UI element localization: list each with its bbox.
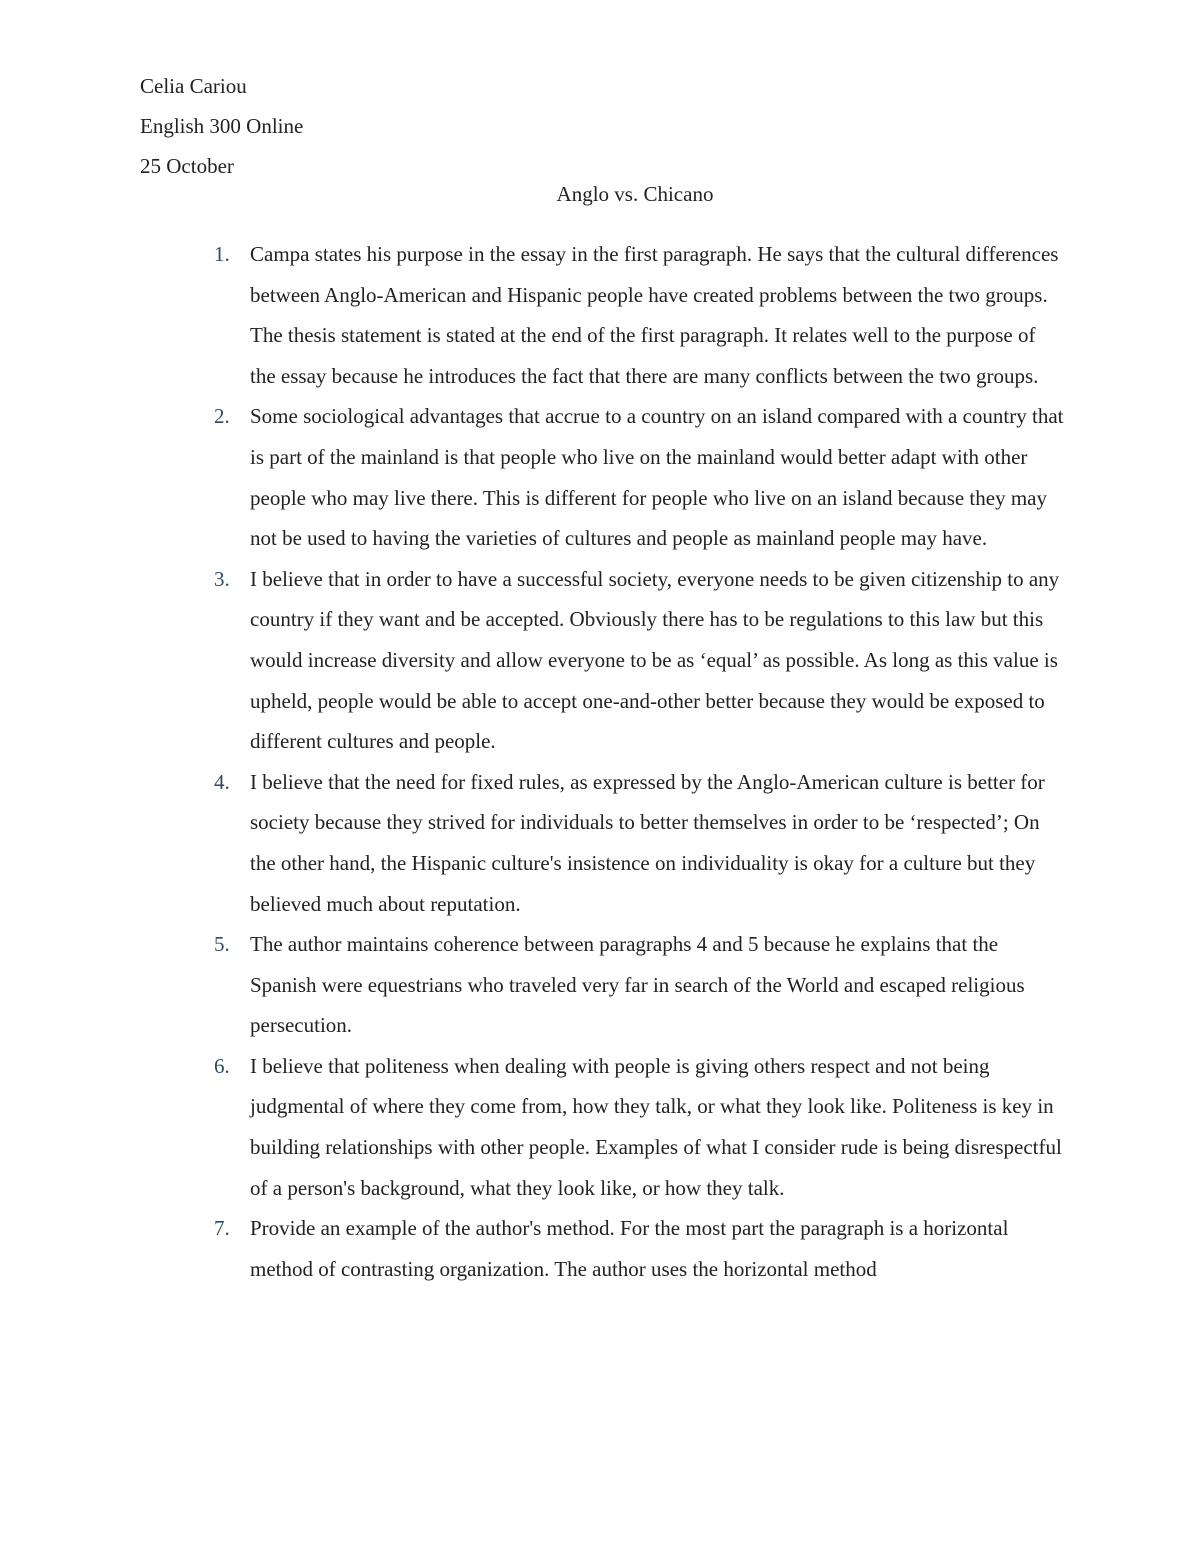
list-item: [214, 1208, 1065, 1289]
list-item: [214, 762, 1065, 924]
list-item-text: The author maintains coherence between paragraphs 4 and 5 because he explains that the Spanish were equestrians who traveled very far in search of the World and escaped religious persecution.: [250, 932, 1025, 1038]
list-item-number: 6.: [214, 1053, 230, 1078]
list-item: [214, 559, 1065, 762]
date-line: 25 October: [140, 154, 234, 178]
list-item-number: 5.: [214, 932, 230, 957]
answer-list: [214, 234, 1065, 1289]
list-item: [214, 396, 1065, 558]
list-item-number: 4.: [214, 769, 230, 794]
author-name: Celia Cariou: [140, 74, 247, 98]
list-item-number: 2.: [214, 404, 230, 429]
list-item: [214, 924, 1065, 1046]
list-item-text: Provide an example of the author's method. For the most part the paragraph is a horizontal method of contrasting organization. The author uses the horizontal method: [250, 1216, 1009, 1281]
list-item: [214, 234, 1065, 396]
list-item-text: Campa states his purpose in the essay in the first paragraph. He says that the cultural differences between Anglo-American and Hispanic people have created problems between the two groups. The thesis statement is stated at the end of the first paragraph. It relates well to the purpose of the essay because he introduces the fact that there are many conflicts between the two groups.: [250, 242, 1059, 388]
list-item-text: I believe that politeness when dealing with people is giving others respect and not being judgmental of where they come from, how they talk, or what they look like. Politeness is key in building relationships with other people. Examples of what I consider rude is being disrespectful of a person's background, what they look like, or how they talk.: [250, 1053, 1062, 1200]
list-item-number: 7.: [214, 1216, 230, 1241]
list-item: [214, 1046, 1065, 1208]
course-name: English 300 Online: [140, 114, 304, 138]
document-title: Anglo vs. Chicano: [556, 182, 714, 206]
list-item-number: 3.: [214, 566, 230, 591]
list-item-number: 1.: [214, 242, 230, 266]
list-item-text: I believe that the need for fixed rules, as expressed by the Anglo-American culture is better for society because they strived for individuals to better themselves in order to be ‘respected’; On the other hand, the Hispanic culture's insistence on individuality is okay for a culture but they believed much about reputation.: [250, 769, 1045, 916]
list-item-text: Some sociological advantages that accrue to a country on an island compared with a country that is part of the mainland is that people who live on the mainland would better adapt with other people who may live there. This is different for people who live on an island because they may not be used to having the varieties of cultures and people as mainland people may have.: [250, 404, 1064, 551]
list-item-text: I believe that in order to have a successful society, everyone needs to be given citizenship to any country if they want and be accepted. Obviously there has to be regulations to this law but this would increase diversity and allow everyone to be as ‘equal’ as possible. As long as this value is upheld, people would be able to accept one-and-other better because they would be exposed to different cultures and people.: [250, 566, 1060, 754]
